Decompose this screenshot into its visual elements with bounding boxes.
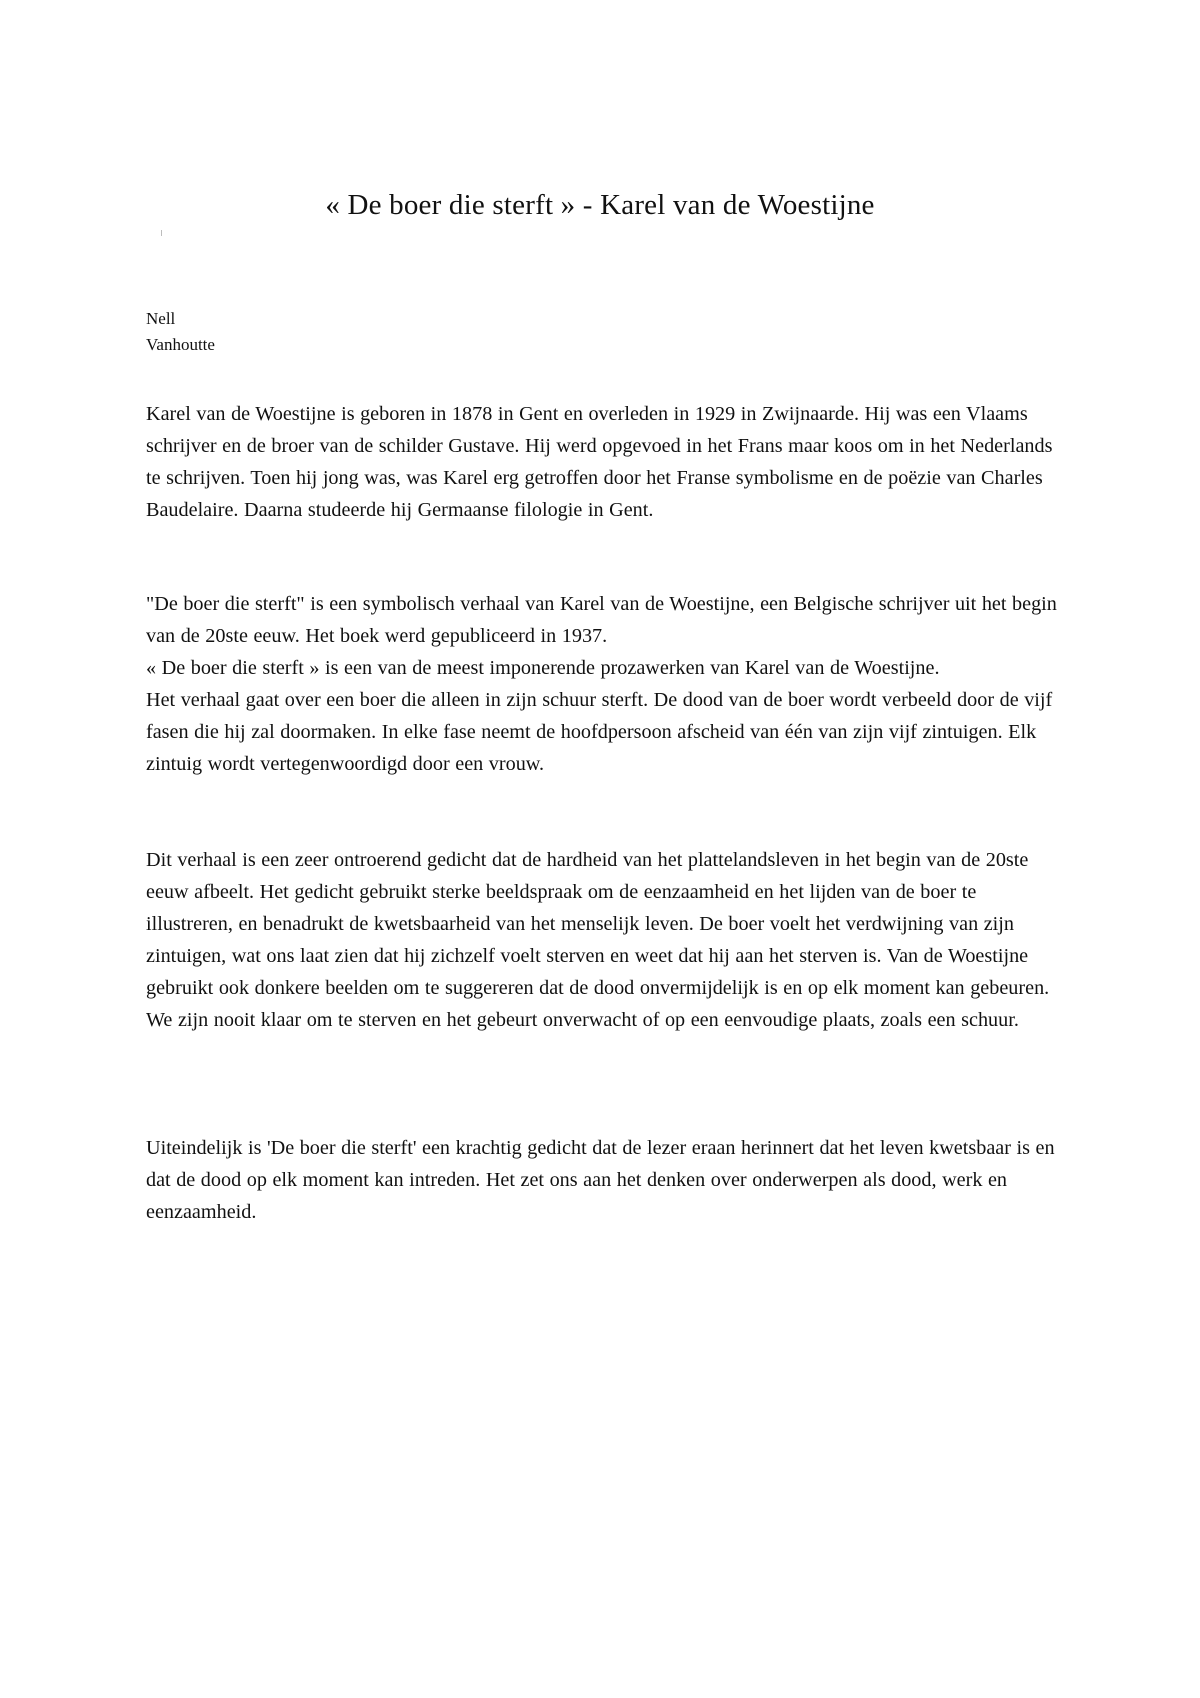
- paragraph-text: « De boer die sterft » is een van de meest imponerende prozawerken van Karel van de Woestijne.: [146, 657, 940, 679]
- paragraph-text: "De boer die sterft" is een symbolisch verhaal van Karel van de Woestijne, een Belgische schrijver uit het begin van de 20ste eeuw. Het boek werd gepubliceerd in 1937.: [146, 593, 1057, 647]
- paragraph-biography: [146, 398, 1066, 526]
- document-title: « De boer die sterft » - Karel van de Woestijne: [325, 189, 875, 221]
- paragraph-text: Dit verhaal is een zeer ontroerend gedicht dat de hardheid van het plattelandsleven in het begin van de 20ste eeuw afbeelt. Het gedicht gebruikt sterke beeldspraak om de eenzaamheid en het lijden van de boer te illustreren, en benadrukt de kwetsbaarheid van het menselijk leven. De boer voelt het verdwijning van zijn zintuigen, wat ons laat zien dat hij zichzelf voelt sterven en weet dat hij aan het sterven is. Van de Woestijne gebruikt ook donkere beelden om te suggereren dat de dood onvermijdelijk is en op elk moment kan gebeuren. We zijn nooit klaar om te sterven en het gebeurt onverwacht of op een eenvoudige plaats, zoals een schuur.: [146, 849, 1050, 1031]
- paragraph-analysis: [146, 844, 1066, 1036]
- paragraph-text: Uiteindelijk is 'De boer die sterft' een krachtig gedicht dat de lezer eraan herinnert dat het leven kwetsbaar is en dat de dood op elk moment kan intreden. Het zet ons aan het denken over onderwerpen als dood, werk en eenzaamheid.: [146, 1137, 1055, 1223]
- paragraph-text: Karel van de Woestijne is geboren in 1878 in Gent en overleden in 1929 in Zwijnaarde. Hij was een Vlaams schrijver en de broer van de schilder Gustave. Hij werd opgevoed in het Frans maar koos om in het Nederlands te schrijven. Toen hij jong was, was Karel erg getroffen door het Franse symbolisme en de poëzie van Charles Baudelaire. Daarna studeerde hij Germaanse filologie in Gent.: [146, 403, 1053, 521]
- paragraph-text: Het verhaal gaat over een boer die alleen in zijn schuur sterft. De dood van de boer wordt verbeeld door de vijf fasen die hij zal doormaken. In elke fase neemt de hoofdpersoon afscheid van één van zijn vijf zintuigen. Elk zintuig wordt vertegenwoordigd door een vrouw.: [146, 689, 1053, 775]
- paragraph-introduction: [146, 588, 1066, 780]
- author-block: [146, 306, 215, 358]
- author-first-name: Nell: [146, 309, 176, 328]
- author-last-name: Vanhoutte: [146, 335, 215, 354]
- page-mark: [161, 230, 162, 236]
- paragraph-conclusion: [146, 1132, 1066, 1228]
